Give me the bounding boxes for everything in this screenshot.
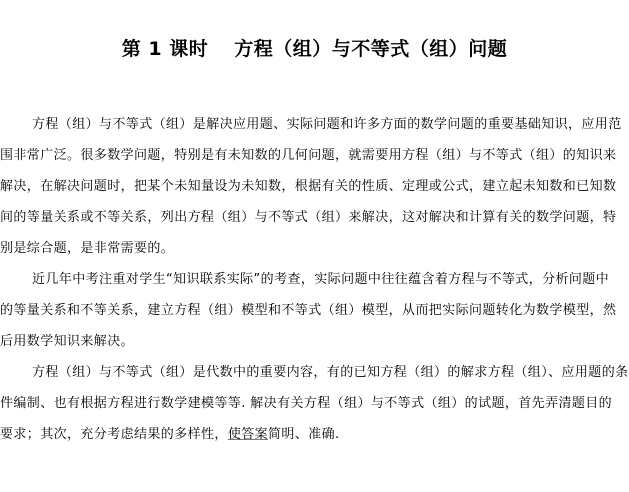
paragraph-2-line-1: 近几年中考注重对学生“知识联系实际”的考查，实际问题中往往蕴含着方程与不等式，分析问题中 [32,272,610,287]
paragraph-1-line-3: 解决，在解决问题时，把某个未知量设为未知数，根据有关的性质、定理或公式，建立起未知数和已知数 [0,179,617,194]
paragraph-3-line-2: 件编制、也有根据方程进行数学建模等等. 解决有关方程（组）与不等式（组）的试题，首先弄清题目的 [0,396,613,411]
paragraph-3-line-3-tail: 简明、准确. [268,427,340,442]
paragraph-2-line-2: 的等量关系和不等关系，建立方程（组）模型和不等式（组）模型，从而把实际问题转化为数学模型，然 [0,303,617,318]
page-title [0,34,629,61]
paragraph-1-line-1: 方程（组）与不等式（组）是解决应用题、实际问题和许多方面的数学问题的重要基础知识，应用范 [32,117,622,132]
underlined-phrase: 使答案 [227,427,269,442]
paragraph-1-line-2: 围非常广泛。很多数学问题，特别是有未知数的几何问题，就需要用方程（组）与不等式（组）的知识来 [0,148,617,163]
paragraph-1-line-5: 别是综合题，是非常需要的。 [0,241,175,256]
paragraph-2-line-3: 后用数学知识来解决。 [0,334,135,349]
paragraph-3-line-3 [0,427,340,443]
topic-label: 方程（组）与不等式（组）问题 [234,38,508,60]
lesson-label: 第 1 课时 [121,38,209,60]
paragraph-3-line-3-text: 要求；其次，充分考虑结果的多样性， [0,427,228,442]
paragraph-3-line-1: 方程（组）与不等式（组）是代数中的重要内容，有的已知方程（组）的解求方程（组）、应用题的条 [32,365,629,380]
paragraph-1-line-4: 间的等量关系或不等关系，列出方程（组）与不等式（组）来解决，这对解决和计算有关的数学问题，特 [0,210,617,225]
